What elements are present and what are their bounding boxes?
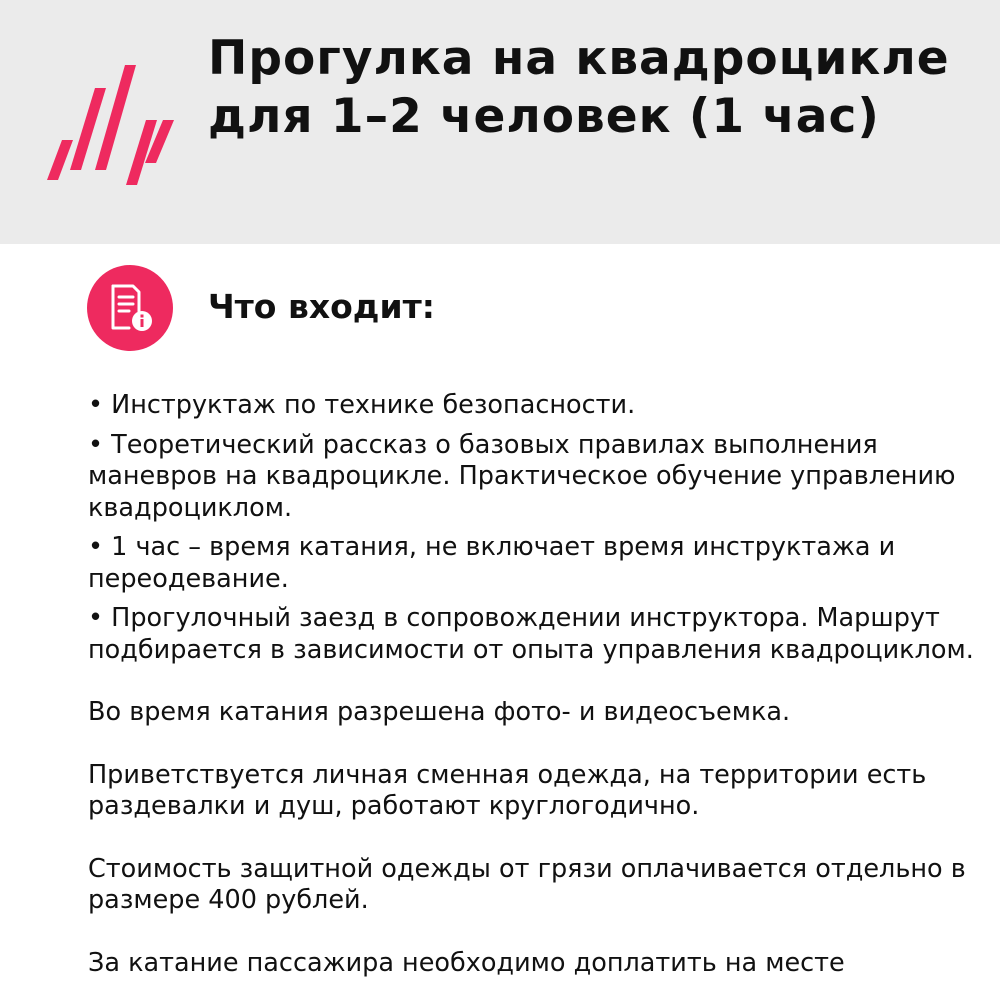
note-paragraph: Стоимость защитной одежды от грязи оплачивается отдельно в размере 400 рублей. — [88, 853, 966, 915]
note-paragraph: Во время катания разрешена фото- и видеосъемка. — [88, 697, 791, 727]
list-item: • Инструктаж по технике безопасности. — [88, 390, 636, 420]
note-paragraph: Приветствуется личная сменная одежда, на территории есть раздевалки и душ, работают круглогодично. — [88, 759, 927, 821]
header-banner — [0, 0, 1000, 244]
page-title: Прогулка на квадроцикле для 1–2 человек (1 час) — [208, 31, 950, 144]
list-item: • Прогулочный заезд в сопровождении инструктора. Маршрут подбирается в зависимости от опыта управления квадроциклом. — [88, 603, 974, 665]
list-item: • Теоретический рассказ о базовых правилах выполнения маневров на квадроцикле. Практическое обучение управлению квадроциклом. — [88, 429, 956, 523]
brand-logo-icon — [40, 50, 175, 190]
list-item: • 1 час – время катания, не включает время инструктажа и переодевание. — [88, 532, 896, 594]
includes-heading: Что входит: — [208, 287, 435, 326]
includes-content — [88, 390, 983, 979]
note-paragraph: За катание пассажира необходимо доплатить на месте — [88, 947, 845, 978]
document-info-icon — [87, 265, 173, 351]
